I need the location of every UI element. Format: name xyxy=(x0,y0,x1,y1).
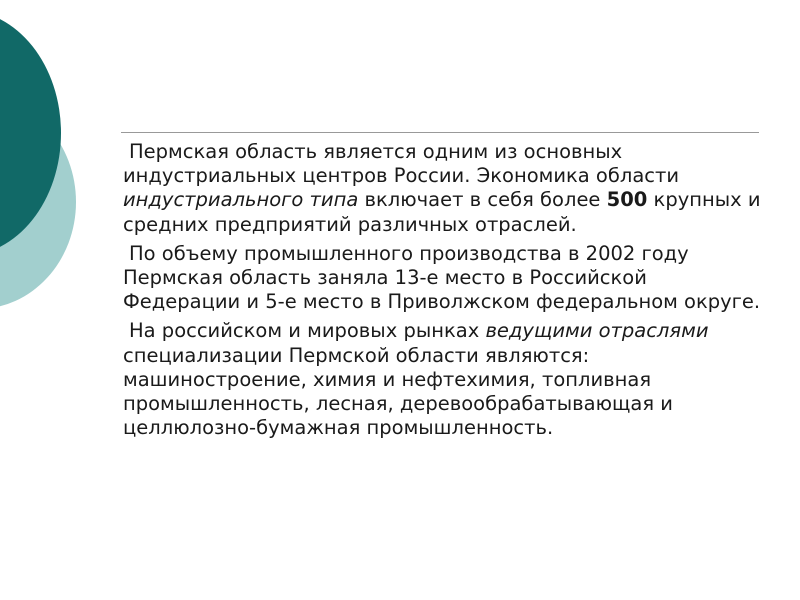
paragraph-3-text-end: специализации Пермской области являются: машиностроение, химия и нефтехимия, топливная промышленность, лесная, деревообрабатывающая и целлюлозно-бумажная промышленность. xyxy=(123,343,673,440)
paragraph-production-rank xyxy=(123,242,763,315)
paragraph-1-text-start: Пермская область является одним из основных индустриальных центров России. Экономика области xyxy=(123,140,680,188)
paragraph-3-text-start: На российском и мировых рынках xyxy=(129,319,486,343)
slide-body-text xyxy=(123,140,763,445)
paragraph-1-text-end: крупных и средних предприятий различных отраслей. xyxy=(123,188,761,236)
title-divider-line xyxy=(121,132,759,133)
paragraph-1-text-middle: включает в себя более xyxy=(358,188,607,212)
enterprise-count: 500 xyxy=(606,188,648,212)
paragraph-leading-industries xyxy=(123,319,763,440)
paragraph-industrial-center xyxy=(123,140,763,237)
paragraph-2-text: По объему промышленного производства в 2002 году Пермская область заняла 13-е место в Российской Федерации и 5-е место в Приволжском федеральном округе. xyxy=(123,241,761,314)
paragraph-3-italic-phrase: ведущими отраслями xyxy=(485,319,709,343)
paragraph-1-italic-phrase: индустриального типа xyxy=(123,188,359,212)
